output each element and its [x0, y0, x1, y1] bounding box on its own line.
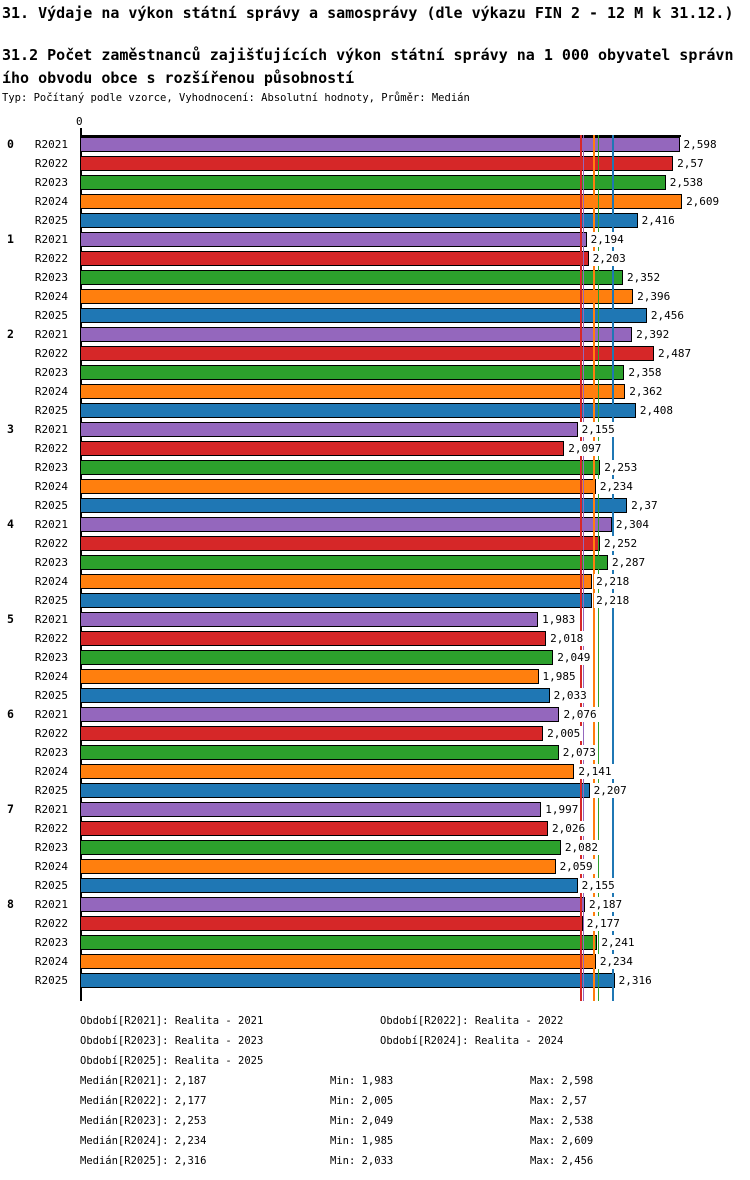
bar-group-7 [0, 802, 750, 893]
bar-row [0, 289, 750, 304]
bar-R2023-group0 [80, 175, 666, 190]
bar-R2025-group1 [80, 308, 647, 323]
bar-R2024-group2 [80, 384, 625, 399]
legend-max-4: Max: 2,456 [530, 1155, 594, 1167]
bar-value-label: 2,252 [603, 537, 638, 550]
group-label: 6 [7, 707, 14, 721]
group-label: 0 [7, 137, 14, 151]
bar-row [0, 232, 750, 247]
legend-min-2: Min: 2,049 [330, 1115, 394, 1127]
bar-R2022-group2 [80, 346, 654, 361]
legend-median-0: Medián[R2021]: 2,187 [80, 1075, 207, 1087]
bar-group-3 [0, 422, 750, 513]
bar-value-label: 2,416 [641, 214, 675, 227]
series-label: R2022 [34, 822, 68, 835]
bar-row [0, 688, 750, 703]
series-label: R2025 [34, 974, 68, 987]
bar-R2025-group6 [80, 783, 590, 798]
series-label: R2024 [34, 195, 68, 208]
legend-min-4: Min: 2,033 [330, 1155, 394, 1167]
bar-row [0, 783, 750, 798]
legend-median-1: Medián[R2022]: 2,177 [80, 1095, 207, 1107]
bar-row [0, 422, 750, 437]
bar-value-label: 2,487 [658, 347, 692, 360]
bar-value-label: 2,059 [559, 860, 593, 873]
series-label: R2024 [34, 670, 68, 683]
legend-period-1: Období[R2022]: Realita - 2022 [380, 1015, 564, 1027]
series-label: R2021 [34, 898, 68, 911]
series-label: R2021 [34, 423, 68, 436]
bar-row [0, 441, 750, 456]
bar-R2024-group7 [80, 859, 556, 874]
bar-row [0, 213, 750, 228]
bar-R2024-group8 [80, 954, 596, 969]
bar-row [0, 669, 750, 684]
chart-subtitle: 31.2 Počet zaměstnanců zajišťujících výkon státní správy na 1 000 obyvatel správního obvodu obce s rozšířenou působností [2, 46, 734, 87]
bar-row [0, 764, 750, 779]
bar-value-label: 2,352 [626, 271, 661, 284]
bar-row [0, 954, 750, 969]
bar-R2022-group8 [80, 916, 583, 931]
series-label: R2025 [34, 309, 68, 322]
bar-row [0, 897, 750, 912]
bar-row [0, 479, 750, 494]
group-label: 1 [7, 232, 14, 246]
bar-R2025-group4 [80, 593, 592, 608]
bar-row [0, 745, 750, 760]
bar-row [0, 555, 750, 570]
bar-row [0, 156, 750, 171]
series-label: R2022 [34, 347, 68, 360]
series-label: R2024 [34, 480, 68, 493]
series-label: R2022 [34, 727, 68, 740]
bar-R2023-group5 [80, 650, 553, 665]
bar-value-label: 2,033 [553, 689, 587, 702]
bar-value-label: 2,155 [581, 879, 615, 892]
bar-value-label: 2,207 [593, 784, 627, 797]
bar-R2022-group7 [80, 821, 548, 836]
bar-R2023-group8 [80, 935, 597, 950]
bar-R2021-group8 [80, 897, 585, 912]
series-label: R2023 [34, 746, 68, 759]
bar-row [0, 726, 750, 741]
legend-max-0: Max: 2,598 [530, 1075, 594, 1087]
legend-median-3: Medián[R2024]: 2,234 [80, 1135, 207, 1147]
bar-R2024-group5 [80, 669, 539, 684]
series-label: R2023 [34, 176, 68, 189]
bar-value-label: 2,287 [612, 556, 646, 569]
bar-value-label: 2,609 [686, 195, 720, 208]
bar-row [0, 365, 750, 380]
bar-value-label: 2,234 [599, 955, 633, 968]
bar-row [0, 574, 750, 589]
bar-row [0, 498, 750, 513]
bar-R2021-group5 [80, 612, 538, 627]
bar-value-label: 2,187 [589, 898, 623, 911]
series-label: R2021 [34, 708, 68, 721]
bar-value-label: 2,316 [618, 974, 652, 987]
bar-R2023-group1 [80, 270, 623, 285]
bar-value-label: 2,408 [639, 404, 673, 417]
bar-value-label: 2,076 [563, 708, 597, 721]
bar-row [0, 612, 750, 627]
bar-group-1 [0, 232, 750, 323]
bar-value-label: 2,194 [590, 233, 624, 246]
bar-value-label: 2,177 [586, 917, 620, 930]
bar-value-label: 2,253 [604, 461, 638, 474]
bar-value-label: 2,57 [677, 157, 704, 170]
bar-R2022-group1 [80, 251, 589, 266]
bar-R2023-group4 [80, 555, 608, 570]
bar-value-label: 2,082 [564, 841, 598, 854]
bar-group-6 [0, 707, 750, 798]
series-label: R2022 [34, 632, 68, 645]
bar-row [0, 878, 750, 893]
bar-R2023-group2 [80, 365, 624, 380]
bar-value-label: 2,598 [683, 138, 717, 151]
bar-value-label: 2,155 [581, 423, 615, 436]
bar-value-label: 2,141 [578, 765, 612, 778]
bar-R2023-group3 [80, 460, 600, 475]
series-label: R2023 [34, 556, 68, 569]
bar-value-label: 2,37 [631, 499, 658, 512]
bar-row [0, 346, 750, 361]
group-label: 2 [7, 327, 14, 341]
bar-R2024-group3 [80, 479, 596, 494]
bar-row [0, 840, 750, 855]
bar-group-2 [0, 327, 750, 418]
bar-value-label: 2,392 [636, 328, 670, 341]
group-label: 7 [7, 802, 14, 816]
bar-value-label: 2,456 [650, 309, 684, 322]
bar-value-label: 2,073 [562, 746, 596, 759]
legend-min-1: Min: 2,005 [330, 1095, 394, 1107]
bar-row [0, 973, 750, 988]
group-label: 3 [7, 422, 14, 436]
bar-row [0, 270, 750, 285]
bar-row [0, 650, 750, 665]
chart [0, 115, 750, 1005]
bar-value-label: 1,997 [545, 803, 579, 816]
series-label: R2023 [34, 366, 68, 379]
bar-R2021-group3 [80, 422, 578, 437]
bar-R2022-group3 [80, 441, 564, 456]
bar-R2021-group6 [80, 707, 559, 722]
series-label: R2025 [34, 594, 68, 607]
bar-row [0, 137, 750, 152]
bar-value-label: 2,218 [596, 575, 630, 588]
bar-R2024-group4 [80, 574, 592, 589]
bar-row [0, 916, 750, 931]
bar-R2025-group0 [80, 213, 638, 228]
bar-row [0, 517, 750, 532]
bar-row [0, 935, 750, 950]
series-label: R2023 [34, 461, 68, 474]
bar-row [0, 194, 750, 209]
bar-group-0 [0, 137, 750, 228]
bar-row [0, 821, 750, 836]
series-label: R2025 [34, 689, 68, 702]
legend-max-2: Max: 2,538 [530, 1115, 594, 1127]
bar-row [0, 859, 750, 874]
bar-group-5 [0, 612, 750, 703]
bar-value-label: 2,538 [669, 176, 703, 189]
series-label: R2022 [34, 537, 68, 550]
bar-R2021-group1 [80, 232, 587, 247]
group-label: 5 [7, 612, 14, 626]
bar-value-label: 2,026 [551, 822, 586, 835]
series-label: R2025 [34, 879, 68, 892]
bar-R2021-group2 [80, 327, 632, 342]
series-label: R2025 [34, 784, 68, 797]
series-label: R2025 [34, 499, 68, 512]
legend-median-2: Medián[R2023]: 2,253 [80, 1115, 207, 1127]
series-label: R2021 [34, 138, 68, 151]
series-label: R2023 [34, 936, 68, 949]
series-label: R2023 [34, 841, 68, 854]
bar-R2024-group0 [80, 194, 682, 209]
bar-row [0, 802, 750, 817]
group-label: 8 [7, 897, 14, 911]
bar-value-label: 2,203 [592, 252, 626, 265]
bar-R2021-group7 [80, 802, 541, 817]
bar-value-label: 2,005 [547, 727, 581, 740]
bar-row [0, 593, 750, 608]
bar-row [0, 327, 750, 342]
series-label: R2024 [34, 385, 68, 398]
bar-R2022-group5 [80, 631, 546, 646]
bar-R2025-group3 [80, 498, 627, 513]
bar-row [0, 175, 750, 190]
series-label: R2021 [34, 518, 68, 531]
legend-period-2: Období[R2023]: Realita - 2023 [80, 1035, 264, 1047]
bar-R2022-group4 [80, 536, 600, 551]
legend-max-3: Max: 2,609 [530, 1135, 594, 1147]
series-label: R2022 [34, 252, 68, 265]
legend-max-1: Max: 2,57 [530, 1095, 587, 1107]
series-label: R2021 [34, 613, 68, 626]
bar-row [0, 631, 750, 646]
series-label: R2021 [34, 233, 68, 246]
bar-R2024-group1 [80, 289, 633, 304]
bar-value-label: 2,304 [615, 518, 650, 531]
bar-R2021-group0 [80, 137, 680, 152]
series-label: R2024 [34, 860, 68, 873]
chart-meta-line: Typ: Počítaný podle vzorce, Vyhodnocení: Absolutní hodnoty, Průměr: Medián [2, 92, 470, 104]
bar-value-label: 2,097 [568, 442, 602, 455]
series-label: R2022 [34, 917, 68, 930]
series-label: R2022 [34, 442, 68, 455]
legend-min-0: Min: 1,983 [330, 1075, 394, 1087]
bar-R2025-group2 [80, 403, 636, 418]
series-label: R2024 [34, 290, 68, 303]
bar-value-label: 2,362 [629, 385, 663, 398]
bar-R2025-group7 [80, 878, 578, 893]
legend-period-3: Období[R2024]: Realita - 2024 [380, 1035, 564, 1047]
series-label: R2024 [34, 765, 68, 778]
bar-row [0, 308, 750, 323]
series-label: R2024 [34, 955, 68, 968]
series-label: R2025 [34, 404, 68, 417]
series-label: R2021 [34, 803, 68, 816]
bar-value-label: 1,983 [542, 613, 576, 626]
series-label: R2023 [34, 271, 68, 284]
bar-value-label: 1,985 [542, 670, 576, 683]
legend-period-4: Období[R2025]: Realita - 2025 [80, 1055, 264, 1067]
bar-R2023-group7 [80, 840, 561, 855]
series-label: R2022 [34, 157, 68, 170]
bar-R2022-group6 [80, 726, 543, 741]
group-label: 4 [7, 517, 14, 531]
series-label: R2025 [34, 214, 68, 227]
bar-row [0, 707, 750, 722]
bar-value-label: 2,018 [550, 632, 584, 645]
axis-zero-label: 0 [76, 115, 83, 128]
series-label: R2024 [34, 575, 68, 588]
page-title: 31. Výdaje na výkon státní správy a samosprávy (dle výkazu FIN 2 - 12 M k 31.12.) [2, 4, 734, 22]
legend-median-4: Medián[R2025]: 2,316 [80, 1155, 207, 1167]
bar-R2022-group0 [80, 156, 673, 171]
bar-group-8 [0, 897, 750, 988]
bar-value-label: 2,358 [628, 366, 662, 379]
bar-value-label: 2,049 [557, 651, 591, 664]
bar-R2025-group8 [80, 973, 615, 988]
bar-group-4 [0, 517, 750, 608]
series-label: R2023 [34, 651, 68, 664]
bar-value-label: 2,241 [601, 936, 635, 949]
bar-value-label: 2,218 [596, 594, 630, 607]
legend-period-0: Období[R2021]: Realita - 2021 [80, 1015, 264, 1027]
bar-row [0, 384, 750, 399]
bar-row [0, 536, 750, 551]
bar-value-label: 2,234 [599, 480, 633, 493]
bar-R2023-group6 [80, 745, 559, 760]
legend-min-3: Min: 1,985 [330, 1135, 394, 1147]
bar-row [0, 460, 750, 475]
bar-R2025-group5 [80, 688, 550, 703]
bar-R2021-group4 [80, 517, 612, 532]
bar-R2024-group6 [80, 764, 574, 779]
bar-value-label: 2,396 [637, 290, 671, 303]
bar-row [0, 403, 750, 418]
bar-row [0, 251, 750, 266]
series-label: R2021 [34, 328, 68, 341]
